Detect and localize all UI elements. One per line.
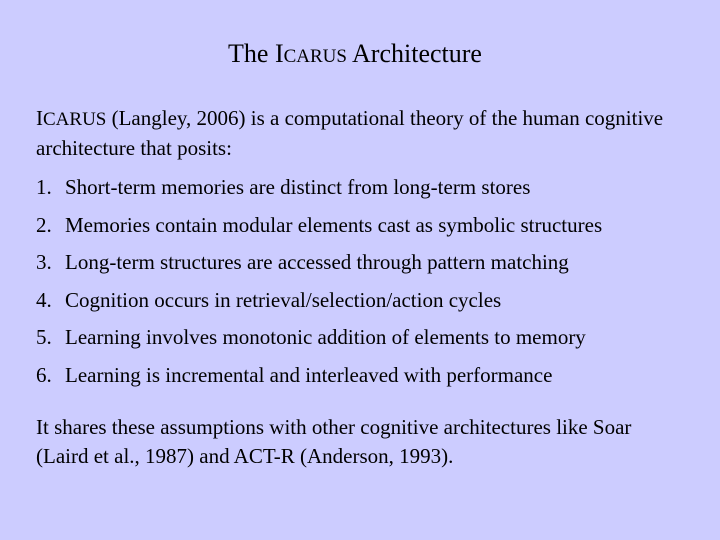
title-name-initial: I [274,39,284,68]
list-item [36,247,696,285]
list-item [36,285,696,323]
list-item-number: 2. [36,212,52,237]
list-item-number: 3. [36,250,52,275]
list-item-number: 6. [36,362,52,387]
slide-title [0,38,710,73]
list-item [36,172,696,210]
list-item-number: 1. [36,175,52,199]
title-name-rest: CARUS [283,46,347,67]
list-item-text: Long-term structures are accessed through pattern matching [65,250,569,275]
list-item [36,322,696,360]
assumptions-list [36,172,696,398]
list-item-text: Short-term memories are distinct from long-term stores [65,175,531,199]
closing-paragraph: It shares these assumptions with other cognitive architectures like Soar (Laird et al., 1987) and ACT-R (Anderson, 1993). [36,415,632,468]
title-prefix: The [228,39,275,68]
intro-text: (Langley, 2006) is a computational theory of the human cognitive architecture that posits: [36,106,664,160]
list-item-number: 4. [36,287,52,312]
list-item-text: Memories contain modular elements cast as symbolic structures [65,212,603,237]
intro-paragraph [36,104,686,162]
list-item-number: 5. [36,325,52,350]
list-item-text: Learning involves monotonic addition of elements to memory [65,325,586,350]
list-item-text: Learning is incremental and interleaved with performance [65,362,553,387]
list-item-text: Cognition occurs in retrieval/selection/action cycles [65,287,502,312]
intro-name-rest: CARUS [43,109,107,130]
list-item [36,210,696,248]
list-item [36,360,696,398]
intro-name-initial: I [36,106,43,130]
title-suffix: Architecture [346,39,482,68]
